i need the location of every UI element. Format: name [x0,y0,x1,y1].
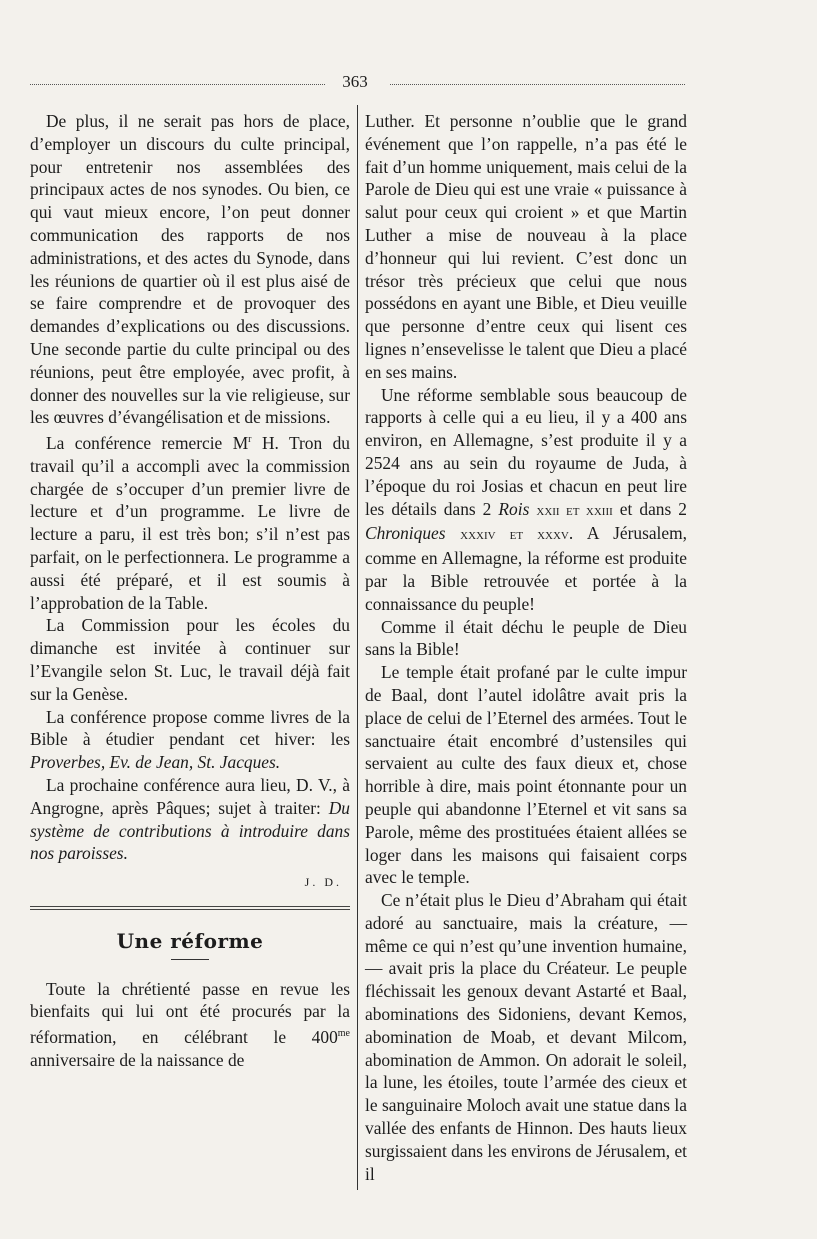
column-divider [357,105,358,1190]
title-underline [171,959,209,960]
left-paragraph-4: La conférence propose comme livres de la Bible à étudier pendant cet hiver: les Proverbes, Ev. de Jean, St. Jacques. [30,706,350,773]
page-number: 363 [330,72,380,92]
signature: J. D. [304,875,342,890]
right-paragraph-2: Une réforme semblable sous beaucoup de rapports à celle qui a eu lieu, il y a 400 ans environ, en Allemagne, s’est produite il y a 2524 ans au sein du royaume de Juda, à l’époque du roi Josias et chacun en peut lire les détails dans 2 Rois xxii et xxiii et dans 2 Chroniques xxxiv et xxxv. A Jérusalem, comme en Allemagne, la réforme est produite par la Bible retrouvée et portée à la connaissance du peuple! [365,384,687,614]
right-paragraph-1: Luther. Et personne n’oublie que le grand événement que l’on rappelle, n’a pas été le fait d’un homme uniquement, mais celui de la Parole de Dieu qui est une vraie « puissance à salut pour ceux qui croient » et que Martin Luther a mise de nouveau à la place d’honneur qui lui revient. C’est donc un trésor très précieux que celui que nous possédons en ayant une Bible, et Dieu veuille que personne d’entre ceux qui lisent ces lignes n’ensevelisse le talent que Dieu a placé en ses mains. [365,111,687,382]
right-column [365,110,687,1185]
right-paragraph-3: Comme il était déchu le peuple de Dieu sans la Bible! [365,616,687,660]
section-divider [30,906,350,910]
right-paragraph-4: Le temple était profané par le culte impur de Baal, dont l’autel idolâtre avait pris la place de celui de l’Eternel des armées. Tout le sanctuaire était encombré d’ustensiles qui servaient au culte des faux dieux et, chose horrible à dire, mais point étonnante pour un peuple qui abandonne l’Eternel et vit sans sa Parole, même des prostituées étaient allées se loger dans les maisons qui faisaient corps avec le temple. [365,662,687,888]
left-paragraph-6: Toute la chrétienté passe en revue les bienfaits qui lui ont été procurés par la réformation, en célébrant le $400^{me}$ anniversaire de la naissance de [30,978,350,1070]
left-paragraph-1: De plus, il ne serait pas hors de place, d’employer un discours du culte principal, pour entretenir nos assemblées des principaux actes de nos synodes. Ou bien, ce qui vaut mieux encore, l’on peut donner communication des rapports de nos administrations, et des actes du Synode, dans les réunions de quartier où il est plus aisé de se faire comprendre et de provoquer des demandes d’explications ou des discussions. Une seconde partie du culte principal ou des réunions, peut être employée, avec profit, à donner des nouvelles sur la vie religieuse, sur les œuvres d’évangélisation et de missions. [30,111,350,428]
left-paragraph-5: La prochaine conférence aura lieu, D. V., à Angrogne, après Pâques; sujet à traiter: Du système de contributions à introduire dans nos paroisses. [30,774,350,864]
left-column [30,110,350,1072]
right-paragraph-5: Ce n’était plus le Dieu d’Abraham qui était adoré au sanctuaire, mais la créature, — même ce qui n’est qu’une invention humaine, — avait pris la place du Créateur. Le peuple fléchissait les genoux devant Astarté et Baal, abominations des Sidoniens, devant Kemos, abomination de Moab, et devant Milcom, abomination de Ammon. On adorait le soleil, la lune, les étoiles, toute l’armée des cieux et le sanguinaire Moloch avait une statue dans la vallée des enfants de Hinnon. Des hauts lieux surgissaient dans les environs de Jérusalem, et il [365,890,687,1184]
left-paragraph-2: La conférence remercie $M^r$ H. Tron du travail qu’il a accompli avec la commission chargée de s’occuper d’un premier livre de lecture et d’un programme. Le livre de lecture a paru, il est très bon; s’il n’est pas parfait, on le perfectionnera. Le programme a aussi été préparé, et il est soumis à l’approbation de la Table. [30,432,350,613]
section-title: Une réforme [116,928,264,953]
left-paragraph-3: La Commission pour les écoles du dimanche est invitée à continuer sur l’Evangile selon St. Luc, le travail déjà fait sur la Genèse. [30,615,350,704]
